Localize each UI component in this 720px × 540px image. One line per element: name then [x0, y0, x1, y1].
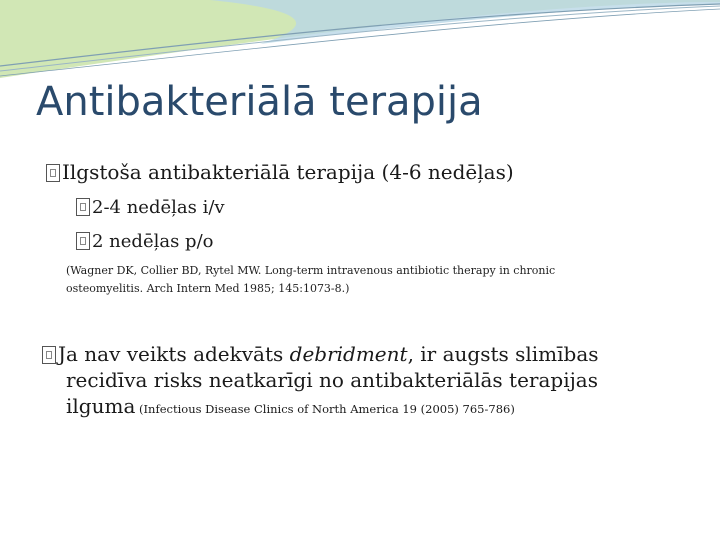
sub-bullet-1-text: 2-4 nedēļas i/v	[92, 197, 225, 218]
missing-glyph-box-icon	[76, 232, 90, 250]
bullet-2-line-1: Ja nav veikts adekvāts debridment, ir augsts slimības	[42, 341, 676, 367]
reference-line-1: (Wagner DK, Collier BD, Rytel MW. Long-term intravenous antibiotic therapy in chronic	[66, 264, 556, 277]
missing-glyph-box-icon	[76, 198, 90, 216]
missing-glyph-box-icon	[42, 346, 56, 364]
bullet-2	[46, 341, 676, 422]
missing-glyph-box-icon	[46, 164, 60, 182]
bullet-1	[46, 160, 514, 184]
sub-bullet-2-text: 2 nedēļas p/o	[92, 231, 214, 252]
sub-bullet-1	[76, 196, 225, 220]
debridment-term: debridment	[289, 342, 408, 366]
page-title: Antibakteriālā terapija	[36, 79, 483, 125]
header-swoosh-decoration	[0, 0, 720, 90]
citation: (Infectious Disease Clinics of North America 19 (2005) 765-786)	[135, 402, 515, 416]
bullet-2-line-3: ilguma (Infectious Disease Clinics of North America 19 (2005) 765-786)	[66, 394, 515, 418]
bullet-2-line-2: recidīva risks neatkarīgi no antibakteriālās terapijas	[66, 368, 598, 392]
bullet-1-text: Ilgstoša antibakteriālā terapija (4-6 nedēļas)	[62, 160, 514, 184]
sub-bullet-2	[76, 230, 213, 254]
reference-line-2: osteomyelitis. Arch Intern Med 1985; 145:1073-8.)	[66, 282, 350, 295]
